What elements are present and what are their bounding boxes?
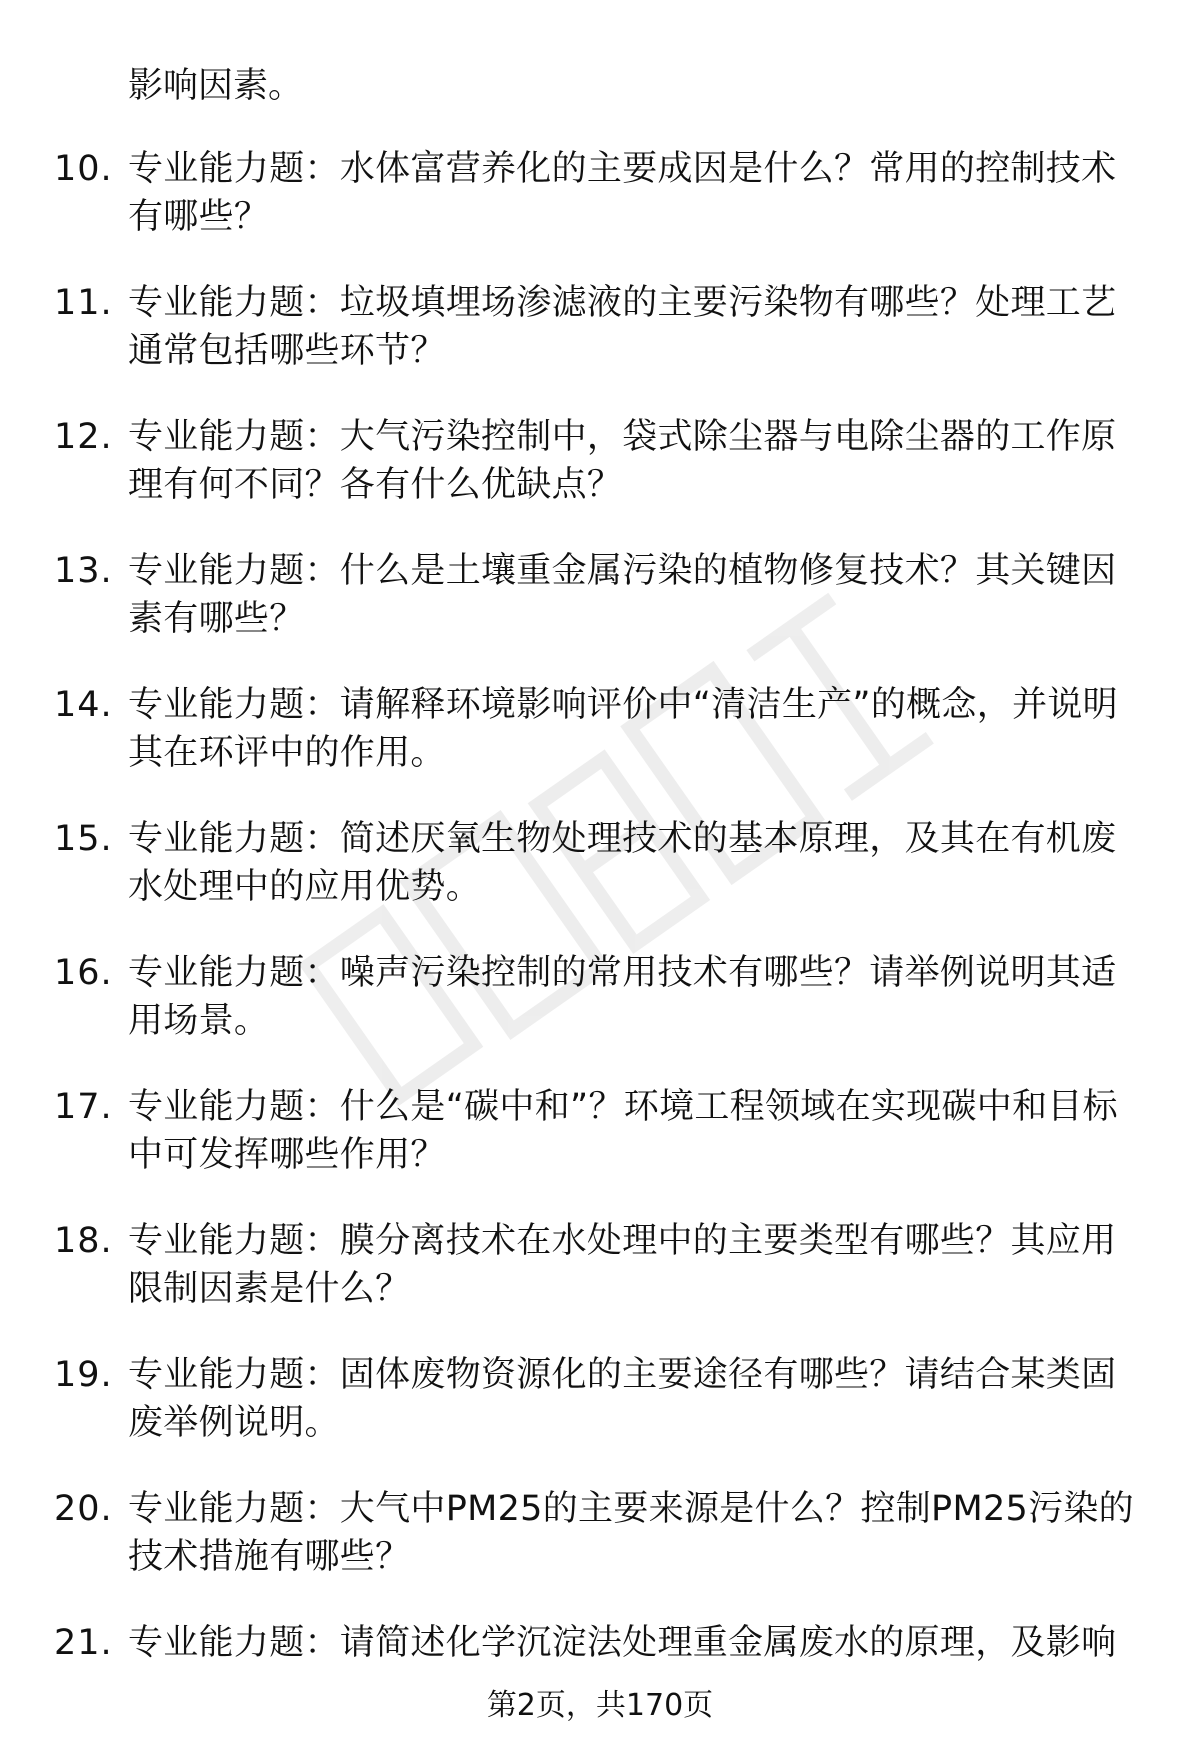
question-item: [0, 681, 1200, 815]
question-number: 21.: [54, 1623, 113, 1663]
question-text: 专业能力题：大气中PM25的主要来源是什么？控制PM25污染的技术措施有哪些？: [128, 1489, 1134, 1577]
question-item: [0, 815, 1200, 949]
question-item: [0, 145, 1200, 279]
question-text: 专业能力题：固体废物资源化的主要途径有哪些？请结合某类固废举例说明。: [128, 1355, 1117, 1443]
question-text: 专业能力题：请解释环境影响评价中“清洁生产”的概念，并说明其在环评中的作用。: [128, 685, 1118, 773]
question-text: 专业能力题：简述厌氧生物处理技术的基本原理，及其在有机废水处理中的应用优势。: [128, 819, 1117, 907]
continuation-text: 影响因素。: [128, 66, 304, 106]
question-item: [0, 1217, 1200, 1351]
question-text: 专业能力题：噪声污染控制的常用技术有哪些？请举例说明其适用场景。: [128, 953, 1117, 1041]
question-item: [0, 1351, 1200, 1485]
question-number: 11.: [54, 283, 113, 323]
page-footer: 第2页，共170页: [486, 1688, 714, 1723]
question-item: [0, 413, 1200, 547]
question-number: 19.: [54, 1355, 113, 1395]
question-number: 18.: [54, 1221, 113, 1261]
question-item: [0, 1083, 1200, 1217]
question-text: 专业能力题：什么是土壤重金属污染的植物修复技术？其关键因素有哪些？: [128, 551, 1117, 639]
question-number: 20.: [54, 1489, 113, 1529]
question-text: 专业能力题：大气污染控制中，袋式除尘器与电除尘器的工作原理有何不同？各有什么优缺点？: [128, 417, 1117, 505]
question-item: [0, 949, 1200, 1083]
question-number: 10.: [54, 149, 113, 189]
question-number: 16.: [54, 953, 113, 993]
question-number: 15.: [54, 819, 113, 859]
question-item: [0, 279, 1200, 413]
question-text: 专业能力题：水体富营养化的主要成因是什么？常用的控制技术有哪些？: [128, 149, 1117, 237]
question-text: 专业能力题：请简述化学沉淀法处理重金属废水的原理，及影响: [128, 1623, 1117, 1663]
question-item: [0, 1485, 1200, 1619]
question-text: 专业能力题：什么是“碳中和”？环境工程领域在实现碳中和目标中可发挥哪些作用？: [128, 1087, 1118, 1175]
question-item: [0, 547, 1200, 681]
question-list: [0, 145, 1200, 1753]
question-number: 17.: [54, 1087, 113, 1127]
question-text: 专业能力题：膜分离技术在水处理中的主要类型有哪些？其应用限制因素是什么？: [128, 1221, 1117, 1309]
question-text: 专业能力题：垃圾填埋场渗滤液的主要污染物有哪些？处理工艺通常包括哪些环节？: [128, 283, 1117, 371]
question-number: 14.: [54, 685, 113, 725]
question-number: 12.: [54, 417, 113, 457]
question-number: 13.: [54, 551, 113, 591]
